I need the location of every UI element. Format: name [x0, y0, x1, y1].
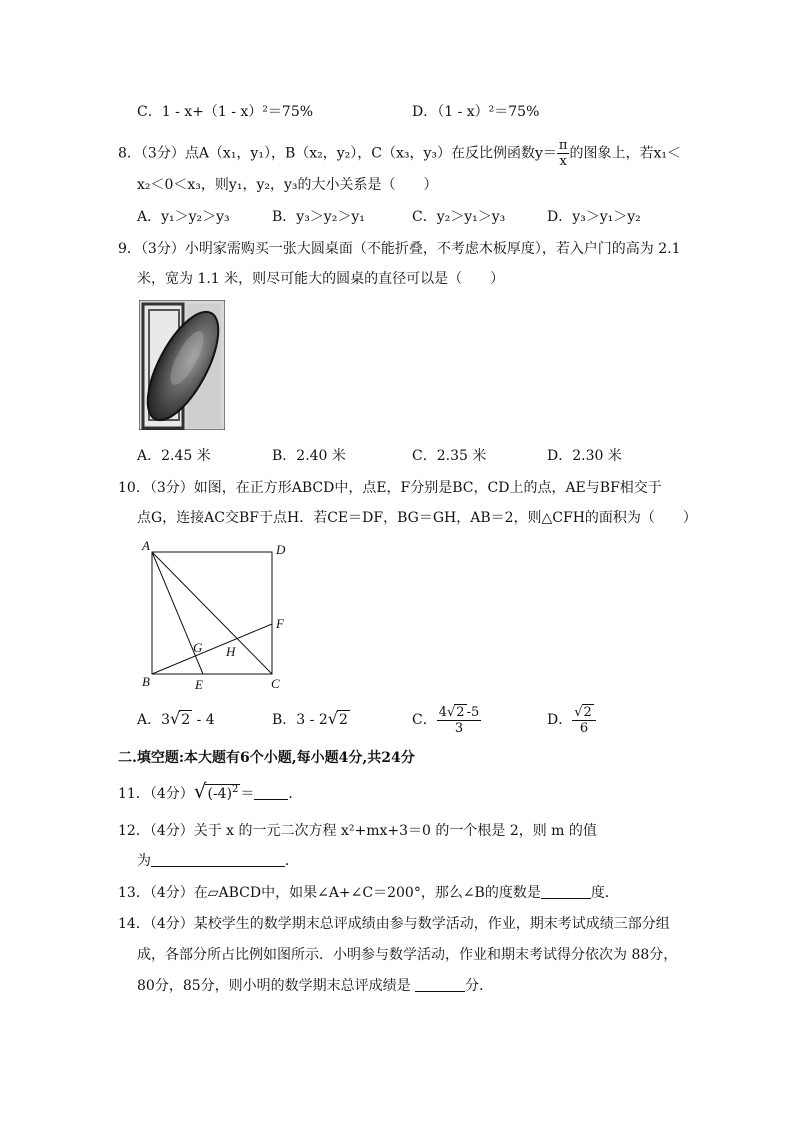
q14-answer-blank[interactable] — [415, 977, 465, 992]
q12-line2 — [137, 852, 299, 870]
q10-opt-a-suffix: - 4 — [192, 712, 215, 728]
q9-door-table-photo — [139, 300, 225, 430]
q12-line2-text: 为 — [137, 853, 151, 869]
q9-line2: 米，宽为 1.1 米，则尽可能大的圆桌的直径可以是（ ） — [137, 271, 505, 287]
q8-frac-num: π — [558, 138, 568, 153]
q11-line — [118, 779, 303, 803]
q10-line2: 点G，连接AC交BF于点H．若CE＝DF，BG＝GH，AB＝2，则△CFH的面积为（ ） — [137, 510, 697, 526]
q10-opt-a-text: A．3 — [137, 712, 171, 728]
segment-bf — [152, 624, 272, 674]
sqrt-symbol: √ — [447, 705, 456, 720]
q10-opt-c-den: 3 — [454, 721, 464, 736]
q10-opt-d-den: 6 — [579, 721, 589, 736]
q14-end: 分． — [465, 978, 494, 994]
q9-option-d: D．2.30 米 — [547, 448, 622, 464]
q7-option-c: C．1 - x+（1 - x）²＝75% — [137, 104, 314, 120]
q10-option-a — [137, 710, 215, 729]
q10-line1: 10．（3分）如图，在正方形ABCD中，点E，F分别是BC，CD上的点，AE与BF相交于 — [118, 480, 662, 496]
q10-opt-d-text: D． — [547, 712, 573, 728]
q10-opt-c-num-a: 4 — [438, 705, 447, 720]
label-b: B — [142, 674, 150, 689]
label-f: F — [276, 616, 284, 631]
label-a: A — [142, 540, 150, 553]
q11-prefix: 11．（4分） — [118, 786, 194, 802]
q11-rad-exp: 2 — [232, 784, 239, 795]
q8-frac-den: x — [559, 154, 567, 169]
label-g: G — [193, 640, 203, 655]
q11-end: ． — [288, 786, 303, 802]
q12-end: ． — [285, 853, 299, 869]
q10-opt-c-num — [437, 704, 482, 721]
q13-answer-blank[interactable] — [541, 884, 591, 899]
q10-option-d — [547, 704, 596, 736]
label-c: C — [271, 676, 280, 691]
sqrt-symbol: √ — [327, 709, 338, 728]
q14-line3 — [137, 977, 493, 995]
q10-option-b — [272, 710, 350, 729]
q14-line1: 14．（4分）某校学生的数学期末总评成绩由参与数学活动，作业，期末考试成绩三部分组 — [118, 916, 670, 932]
q11-equals: ＝ — [240, 786, 255, 802]
sqrt-symbol: √ — [170, 709, 181, 728]
q8-option-c: C．y₂＞y₁＞y₃ — [412, 209, 506, 225]
q9-option-a: A．2.45 米 — [137, 448, 211, 464]
q8-line1 — [118, 138, 681, 169]
q8-option-d: D．y₃＞y₁＞y₂ — [547, 209, 641, 225]
label-d: D — [276, 542, 286, 557]
q9-option-b: B．2.40 米 — [272, 448, 346, 464]
label-e: E — [195, 677, 203, 692]
q11-answer-blank[interactable] — [254, 785, 288, 800]
segment-ac — [152, 552, 272, 674]
sqrt-symbol: √ — [574, 705, 583, 720]
q10-option-c — [412, 704, 481, 736]
q10-opt-c-fraction — [437, 704, 482, 736]
q8-line1-text-b: 的图象上，若x₁＜ — [569, 145, 681, 162]
sqrt-symbol: √ — [193, 779, 207, 803]
q10-opt-c-text: C． — [412, 712, 437, 728]
q8-fraction — [557, 138, 570, 169]
q14-line2: 成，各部分所占比例如图所示．小明参与数学活动，作业和期末考试得分依次为 88分， — [137, 947, 678, 963]
q12-line1: 12．（4分）关于 x 的一元二次方程 x²+mx+3＝0 的一个根是 2，则 m 的值 — [118, 823, 597, 839]
q10-opt-a-radicand: 2 — [181, 712, 191, 728]
q9-option-c: C．2.35 米 — [412, 448, 487, 464]
q10-square-figure — [138, 540, 298, 695]
q10-opt-c-num-rad: 2 — [456, 705, 465, 720]
q10-opt-c-num-b: -5 — [466, 705, 480, 720]
q8-line1-text: 8．（3分）点A（x₁，y₁），B（x₂，y₂），C（x₃，y₃）在反比例函数y＝ — [118, 145, 557, 162]
q12-answer-blank[interactable] — [151, 852, 285, 867]
q10-opt-b-text: B．3 - 2 — [272, 712, 328, 728]
q10-opt-d-num-rad: 2 — [583, 705, 592, 720]
q8-option-a: A．y₁＞y₂＞y₃ — [137, 209, 230, 225]
section2-heading: 二.填空题:本大题有6个小题,每小题4分,共24分 — [118, 750, 415, 766]
q8-line2: x₂＜0＜x₃，则y₁，y₂，y₃的大小关系是（ ） — [137, 177, 438, 193]
q10-opt-d-num — [572, 704, 596, 721]
q13-end: 度． — [590, 885, 619, 901]
q13-line — [118, 884, 619, 902]
label-h: H — [226, 644, 236, 659]
q13-text: 13．（4分）在▱ABCD中，如果∠A+∠C＝200°，那么∠B的度数是 — [118, 885, 541, 901]
q11-radicand — [205, 784, 240, 803]
q9-line1: 9．（3分）小明家需购买一张大圆桌面（不能折叠，不考虑木板厚度），若入户门的高为 2.1 — [118, 241, 681, 257]
q10-opt-d-fraction — [572, 704, 596, 736]
q8-option-b: B．y₃＞y₂＞y₁ — [272, 209, 365, 225]
q11-rad-base: (-4) — [207, 786, 233, 802]
q14-line3-text: 80分，85分，则小明的数学期末总评成绩是 — [137, 978, 416, 994]
q7-option-d: D．（1 - x）²＝75% — [412, 104, 540, 120]
q10-opt-b-radicand: 2 — [338, 712, 348, 728]
